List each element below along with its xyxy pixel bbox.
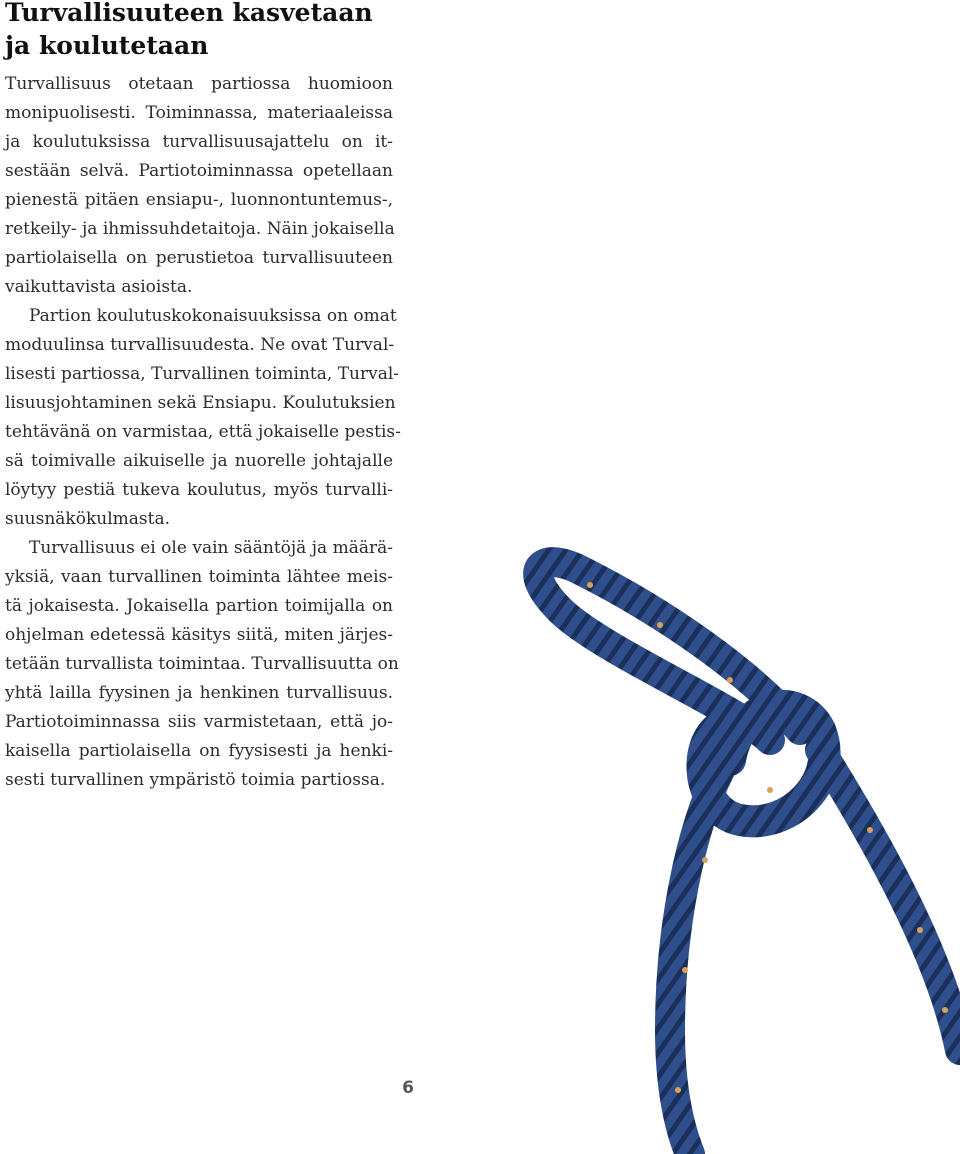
text-line: sestään selvä. Partiotoiminnassa opetellaan <box>5 161 393 181</box>
page-title-line-1: Turvallisuuteen kasvetaan <box>5 0 373 27</box>
text-line: monipuolisesti. Toiminnassa, materiaaleissa <box>5 103 393 123</box>
paragraph-1 <box>5 70 393 302</box>
text-line: ohjelman edetessä käsitys siitä, miten järjes- <box>5 625 393 645</box>
text-line: partiolaisella on perustietoa turvallisuuteen <box>5 248 393 268</box>
text-line: moduulinsa turvallisuudesta. Ne ovat Turval- <box>5 335 395 355</box>
text-line: sesti turvallinen ympäristö toimia partiossa. <box>5 770 386 790</box>
rope-knot-icon <box>440 530 960 1154</box>
text-line: vaikuttavista asioista. <box>5 277 193 297</box>
page-number: 6 <box>402 1078 414 1098</box>
text-line: pienestä pitäen ensiapu-, luonnontuntemus-, <box>5 190 393 210</box>
rope-strand-left <box>670 770 720 1154</box>
text-line: lisesti partiossa, Turvallinen toiminta, Turval- <box>5 364 400 384</box>
text-line: tehtävänä on varmistaa, että jokaiselle pestis- <box>5 422 401 442</box>
text-line: retkeily- ja ihmissuhdetaitoja. Näin jokaisella <box>5 219 395 239</box>
text-line: ja koulutuksissa turvallisuusajattelu on it- <box>5 132 393 152</box>
page-title <box>5 0 405 62</box>
rope-strand-right <box>820 750 960 1050</box>
text-line: löytyy pestiä tukeva koulutus, myös turvalli- <box>5 480 393 500</box>
text-line: sä toimivalle aikuiselle ja nuorelle johtajalle <box>5 451 393 471</box>
page-title-line-2: ja koulutetaan <box>5 31 209 60</box>
text-line: yksiä, vaan turvallinen toiminta lähtee meis- <box>5 567 393 587</box>
text-line: lisuusjohtaminen sekä Ensiapu. Koulutuksien <box>5 393 396 413</box>
text-line: Partion koulutuskokonaisuuksissa on omat <box>29 306 397 326</box>
text-line: tetään turvallista toimintaa. Turvallisuutta on <box>5 654 399 674</box>
text-line: yhtä lailla fyysinen ja henkinen turvallisuus. <box>5 683 393 703</box>
text-line: Partiotoiminnassa siis varmistetaan, että jo- <box>5 712 393 732</box>
text-line: suusnäkökulmasta. <box>5 509 171 529</box>
text-line: kaisella partiolaisella on fyysisesti ja henki- <box>5 741 393 761</box>
paragraph-3 <box>5 534 399 795</box>
text-line: Turvallisuus otetaan partiossa huomioon <box>5 74 393 94</box>
text-line: Turvallisuus ei ole vain sääntöjä ja määrä- <box>29 538 393 558</box>
body-text <box>5 70 401 795</box>
paragraph-2 <box>5 302 401 534</box>
text-line: tä jokaisesta. Jokaisella partion toimijalla on <box>5 596 393 616</box>
